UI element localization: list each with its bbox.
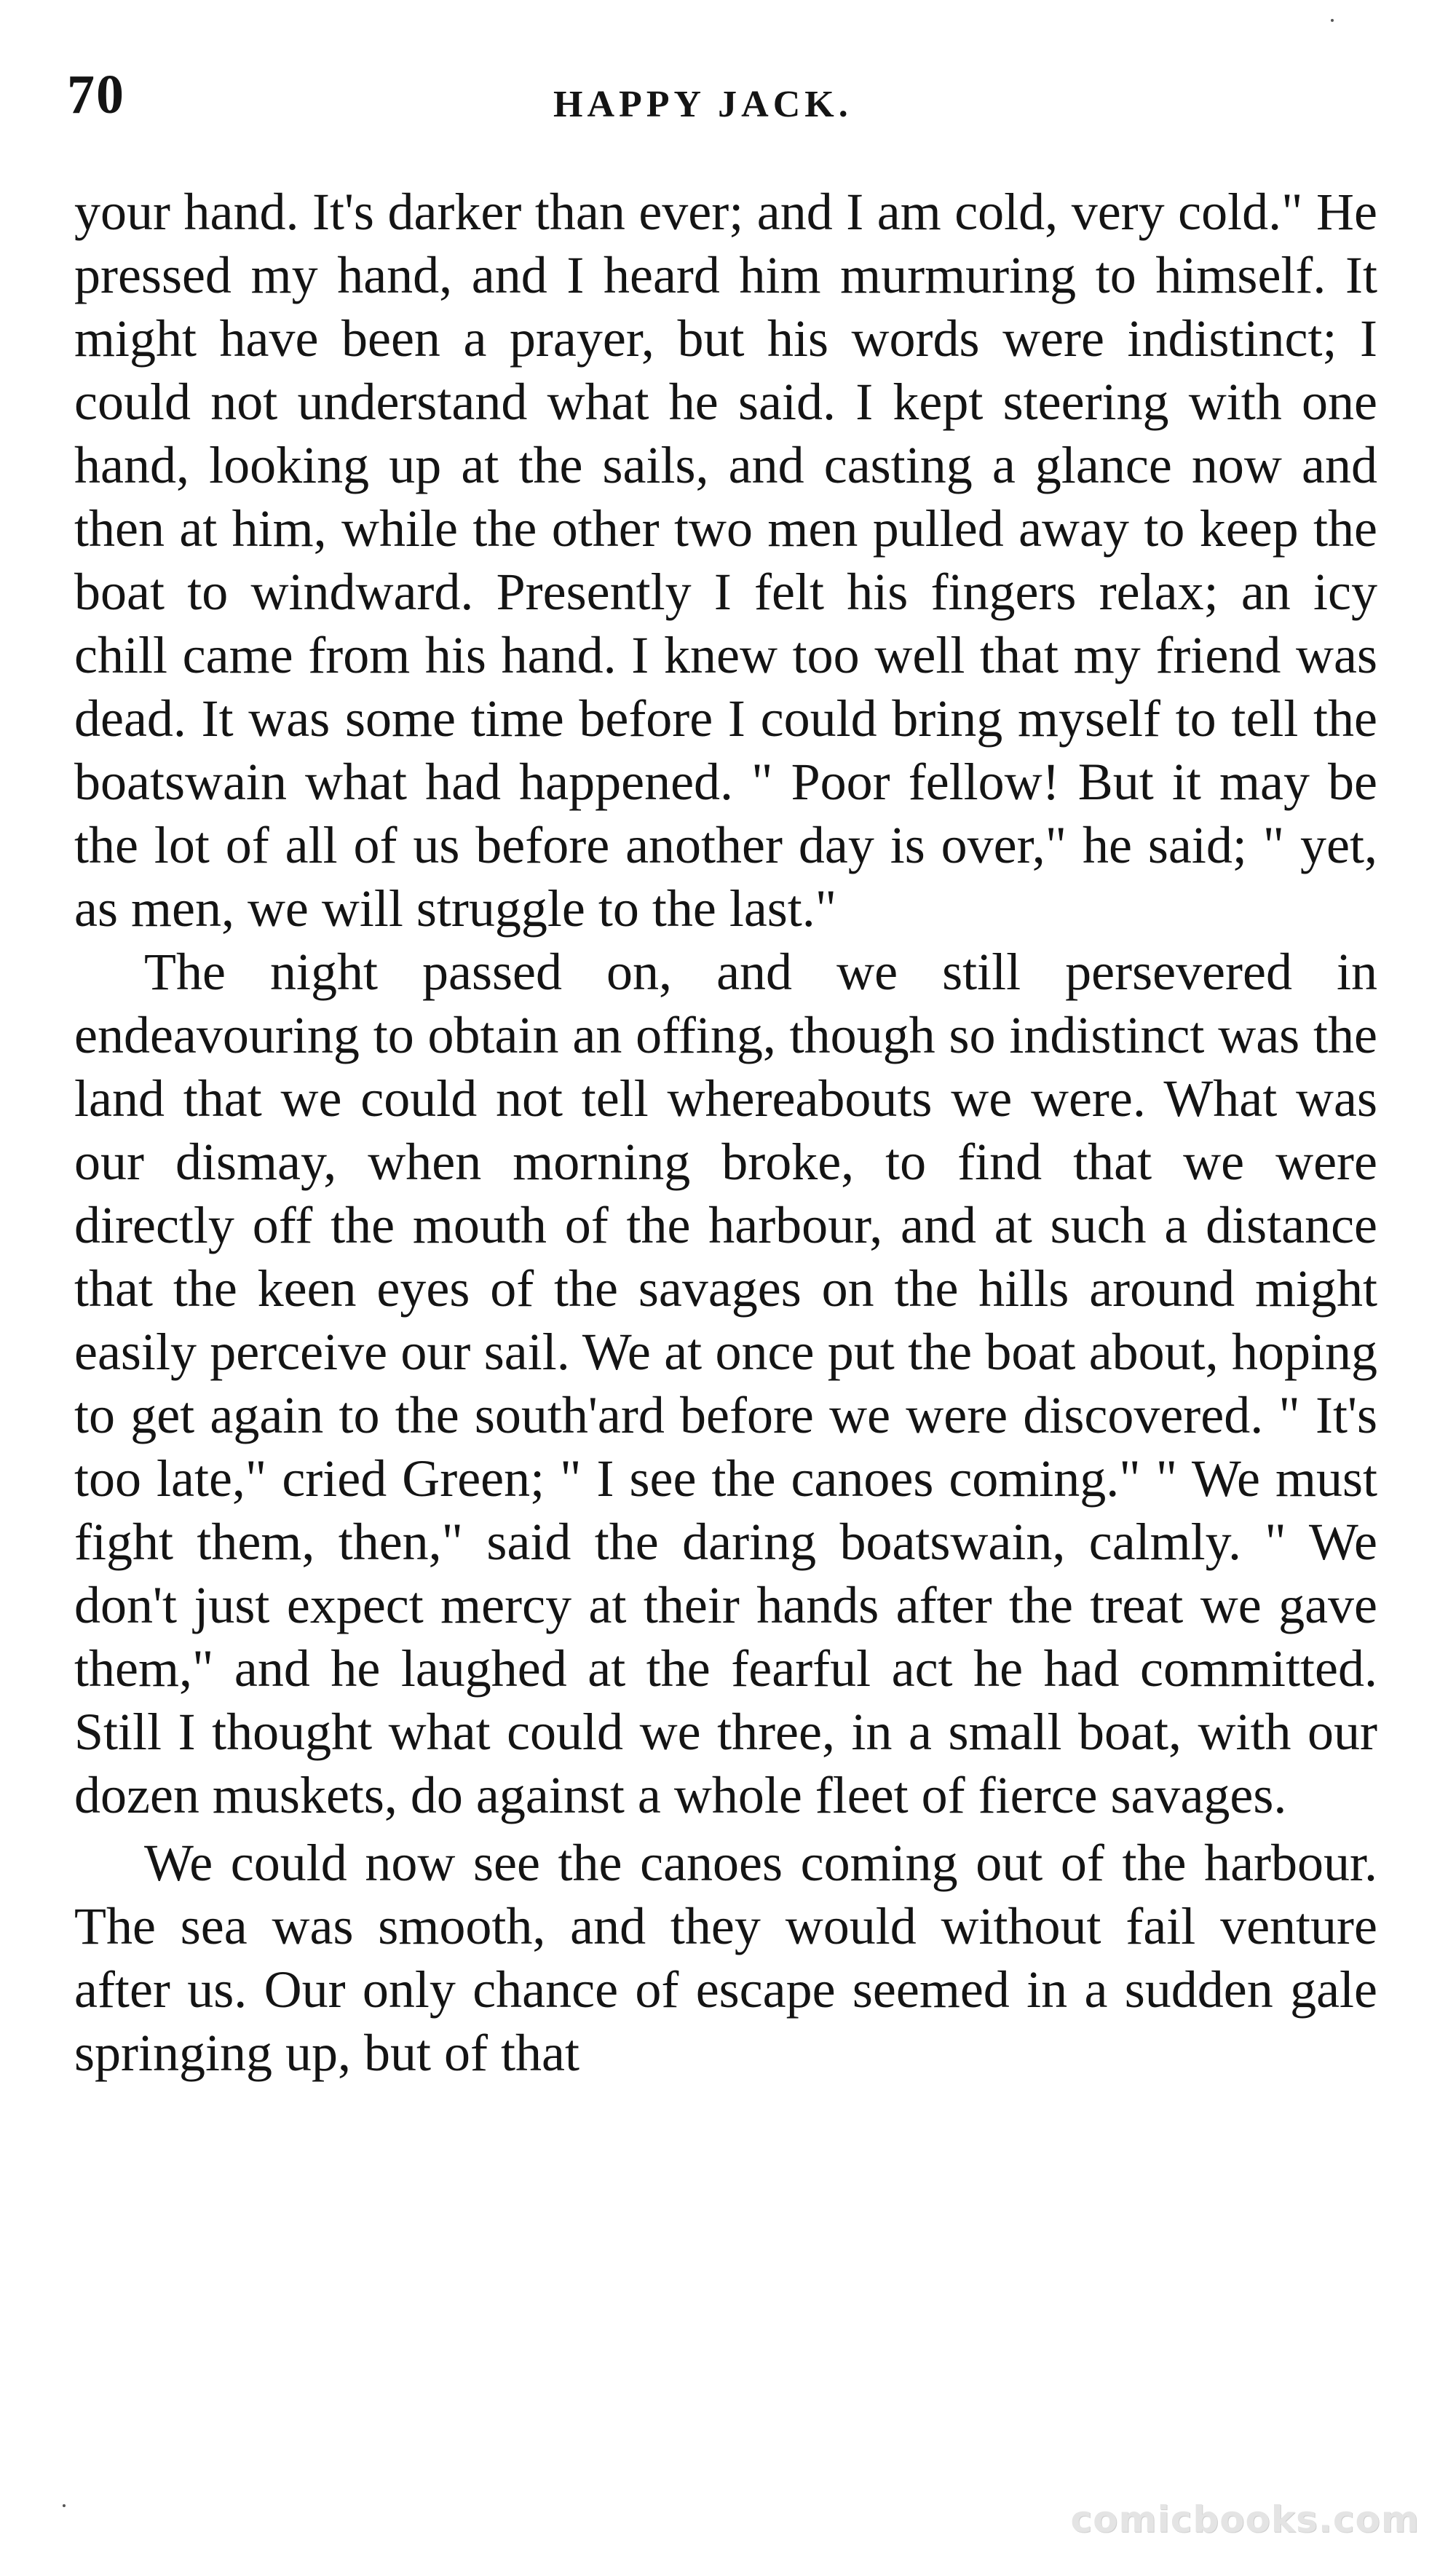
page-number: 70 xyxy=(67,64,125,125)
page-speck xyxy=(1331,19,1334,22)
paragraph: The night passed on, and we still persevered in endeavouring to obtain an offing, though so indistinct was the land that we could not tell whereabouts we were. What was our dismay, when morning broke, to find that we were directly off the mouth of the harbour, and at such a distance that the keen eyes of the savages on the hills around might easily perceive our sail. We at once put the boat about, hoping to get again to the south'ard before we were discovered. " It's too late," cried Green; " I see the canoes coming." " We must fight them, then," said the daring boatswain, calmly. " We don't just expect mercy at their hands after the treat we gave them," and he laughed at the fearful act he had committed. Still I thought what could we three, in a small boat, with our dozen muskets, do against a whole fleet of fierce savages. xyxy=(74,943,1377,1824)
body-text xyxy=(74,181,1377,2085)
paragraph-continued: your hand. It's darker than ever; and I am cold, very cold." He pressed my hand, and I heard him murmuring to himself. It might have been a prayer, but his words were indistinct; I could not understand what he said. I kept steering with one hand, looking up at the sails, and casting a glance now and then at him, while the other two men pulled away to keep the boat to windward. Presently I felt his fingers relax; an icy chill came from his hand. I knew too well that my friend was dead. It was some time before I could bring myself to tell the boatswain what had happened. " Poor fellow! But it may be the lot of all of us before another day is over," he said; " yet, as men, we will struggle to the last." xyxy=(74,183,1377,938)
page-speck xyxy=(63,2504,66,2507)
running-title: HAPPY JACK. xyxy=(553,84,852,125)
watermark: comicbooks.com xyxy=(1070,2498,1420,2541)
paragraph: We could now see the canoes coming out of the harbour. The sea was smooth, and they would without fail venture after us. Our only chance of escape seemed in a sudden gale springing up, but of that xyxy=(74,1834,1377,2082)
